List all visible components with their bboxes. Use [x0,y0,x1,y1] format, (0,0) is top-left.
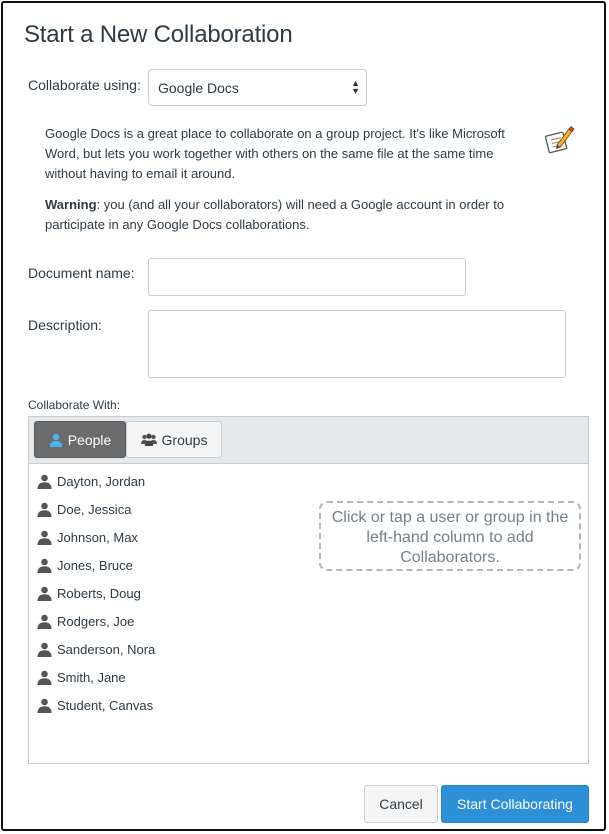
user-icon [37,558,52,573]
person-icon [49,433,63,447]
user-icon [37,670,52,685]
user-name: Smith, Jane [57,669,126,685]
description-label: Description: [28,317,102,333]
user-item[interactable] [37,523,155,551]
user-icon [37,530,52,545]
tab-groups[interactable] [126,421,222,458]
edit-document-icon [543,125,575,157]
collaborate-using-label: Collaborate using: [28,77,141,93]
select-arrows-icon: ▲ ▼ [351,78,360,96]
collaboration-dialog [1,1,606,831]
user-name: Sanderson, Nora [57,641,156,657]
user-item[interactable] [37,579,155,607]
user-name: Dayton, Jordan [57,473,146,489]
collaborators-panel [28,416,589,764]
collaborators-tabs [29,417,588,464]
user-name: Rodgers, Joe [57,613,135,629]
warning-text: : you (and all your collaborators) will need a Google account in order to participate in any Google Docs collaborations. [45,197,505,232]
user-icon [37,502,52,517]
user-icon [37,642,52,657]
document-name-input[interactable] [148,258,466,296]
user-item[interactable] [37,607,155,635]
user-name: Student, Canvas [57,697,154,713]
user-name: Jones, Bruce [57,557,133,573]
user-icon [37,698,52,713]
cancel-button[interactable]: Cancel [364,785,438,823]
dialog-title: Start a New Collaboration [24,21,293,48]
warning-message [45,195,525,235]
start-collaborating-button[interactable]: Start Collaborating [441,785,589,823]
warning-label: Warning [45,197,97,212]
user-item[interactable] [37,691,155,719]
user-item[interactable] [37,635,155,663]
user-name: Johnson, Max [57,529,138,545]
document-name-label: Document name: [28,265,135,281]
user-icon [37,474,52,489]
tab-people-label: People [67,431,112,448]
service-description: Google Docs is a great place to collaborate on a group project. It's like Microsoft Word, but lets you work together with others on the same file at the same time without having to email it around. [45,126,505,181]
user-item[interactable] [37,663,155,691]
user-icon [37,586,52,601]
collaboration-type-value: Google Docs [158,80,239,96]
tab-groups-label: Groups [161,431,208,448]
user-icon [37,614,52,629]
user-list [37,467,155,719]
collaborators-drop-hint: Click or tap a user or group in the left-hand column to add Collaborators. [319,501,581,571]
user-name: Roberts, Doug [57,585,141,601]
description-textarea[interactable] [148,310,566,378]
user-name: Doe, Jessica [57,501,132,517]
user-item[interactable] [37,467,155,495]
user-item[interactable] [37,495,155,523]
collaborate-with-label: Collaborate With: [28,398,121,412]
tab-people[interactable] [34,421,126,458]
group-icon [141,433,157,446]
user-item[interactable] [37,551,155,579]
collaboration-type-select[interactable] [148,69,367,106]
